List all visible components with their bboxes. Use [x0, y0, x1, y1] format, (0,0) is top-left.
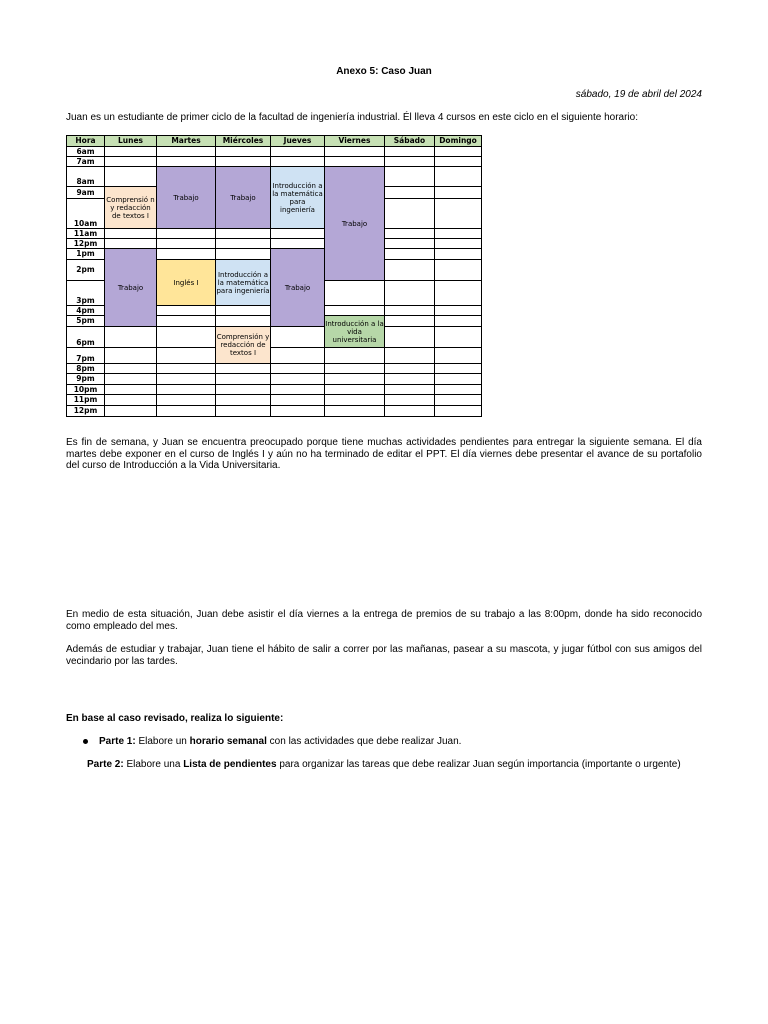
hour-label: 7pm — [66, 347, 105, 364]
empty-cell — [384, 259, 435, 281]
empty-cell — [434, 405, 482, 417]
empty-cell — [434, 326, 482, 348]
empty-cell — [156, 326, 216, 348]
hour-label: 8am — [66, 166, 105, 187]
empty-cell — [384, 347, 435, 364]
parte1-bold: horario semanal — [189, 736, 267, 747]
header-viernes: Viernes — [324, 135, 385, 147]
bullet-icon — [83, 739, 88, 744]
empty-cell — [156, 347, 216, 364]
instructions-heading: En base al caso revisado, realiza lo siguiente: — [66, 713, 284, 724]
document-title: Anexo 5: Caso Juan — [336, 66, 432, 77]
block-lunes-comp: Comprensió n y redacción de textos I — [104, 186, 157, 229]
empty-cell — [104, 326, 157, 348]
parte1-post: con las actividades que debe realizar Juan. — [269, 736, 462, 747]
empty-cell — [270, 405, 325, 417]
empty-cell — [104, 405, 157, 417]
empty-cell — [104, 166, 157, 187]
block-miercoles-comp: Comprensión y redacción de textos I — [215, 326, 271, 364]
empty-cell — [434, 280, 482, 306]
empty-cell — [270, 347, 325, 364]
hour-label: 9pm — [66, 373, 105, 385]
intro-paragraph: Juan es un estudiante de primer ciclo de la facultad de ingeniería industrial. Él lleva 4 cursos en este ciclo en el siguiente horario: — [66, 112, 638, 123]
schedule-table — [0, 0, 768, 420]
block-viernes-vida: Introducción a la vida universitaria — [324, 315, 385, 348]
header-jueves: Jueves — [270, 135, 325, 147]
block-jueves-intro: Introducción a la matemática para ingeniería — [270, 166, 325, 229]
hour-label: 4pm — [66, 305, 105, 316]
empty-cell — [384, 405, 435, 417]
hour-label: 12pm — [66, 238, 105, 249]
header-sabado: Sábado — [384, 135, 435, 147]
header-miercoles: Miércoles — [215, 135, 271, 147]
parte1-label: Parte 1: — [99, 736, 136, 747]
hour-label: 1pm — [66, 248, 105, 260]
empty-cell — [104, 347, 157, 364]
block-miercoles-trabajo: Trabajo — [215, 166, 271, 229]
hour-label: 11pm — [66, 394, 105, 406]
hour-label: 9am — [66, 186, 105, 199]
empty-cell — [324, 347, 385, 364]
empty-cell — [384, 198, 435, 229]
header-martes: Martes — [156, 135, 216, 147]
empty-cell — [434, 347, 482, 364]
paragraph-weekend: Es fin de semana, y Juan se encuentra preocupado porque tiene muchas actividades pendientes para entregar la siguiente semana. El día martes debe exponer en el curso de Inglés I y aún no ha terminado de editar el PPT. El día viernes debe presentar el avance de su portafolio del curso de Introducción a la Vida Universitaria. — [66, 437, 702, 471]
block-martes-trabajo: Trabajo — [156, 166, 216, 229]
empty-cell — [384, 166, 435, 187]
header-domingo: Domingo — [434, 135, 482, 147]
empty-cell — [434, 259, 482, 281]
parte2-post: para organizar las tareas que debe realizar Juan según importancia (importante o urgente) — [279, 759, 681, 770]
document-date: sábado, 19 de abril del 2024 — [575, 89, 702, 100]
hour-label: 6am — [66, 146, 105, 157]
empty-cell — [324, 280, 385, 306]
hour-label: 5pm — [66, 315, 105, 327]
hour-label: 8pm — [66, 363, 105, 374]
parte2-pre: Elabore una — [126, 759, 181, 770]
header-lunes: Lunes — [104, 135, 157, 147]
empty-cell — [270, 326, 325, 348]
empty-cell — [384, 280, 435, 306]
empty-cell — [156, 405, 216, 417]
hour-label: 11am — [66, 228, 105, 239]
block-jueves-trabajo: Trabajo — [270, 248, 325, 327]
block-martes-ingles: Inglés I — [156, 259, 216, 306]
hour-label: 10am — [66, 198, 105, 229]
empty-cell — [215, 405, 271, 417]
hour-label: 6pm — [66, 326, 105, 348]
parte2-label: Parte 2: — [87, 759, 124, 770]
block-lunes-trabajo: Trabajo — [104, 248, 157, 327]
empty-cell — [434, 198, 482, 229]
empty-cell — [434, 166, 482, 187]
hour-label: 3pm — [66, 280, 105, 306]
task-parte-2 — [87, 759, 681, 770]
hour-label: 7am — [66, 156, 105, 167]
block-miercoles-intro: Introducción a la matemática para ingeniería — [215, 259, 271, 306]
header-hora: Hora — [66, 135, 105, 147]
parte1-pre: Elabore un — [138, 736, 187, 747]
empty-cell — [384, 326, 435, 348]
parte2-bold: Lista de pendientes — [183, 759, 277, 770]
paragraph-habits: Además de estudiar y trabajar, Juan tiene el hábito de salir a correr por las mañanas, pasear a su mascota, y jugar fútbol con sus amigos del vecindario por las tardes. — [66, 644, 702, 667]
block-viernes-trabajo: Trabajo — [324, 166, 385, 281]
paragraph-award: En medio de esta situación, Juan debe asistir el día viernes a la entrega de premios de su trabajo a las 8:00pm, donde ha sido reconocido como empleado del mes. — [66, 609, 702, 632]
hour-label: 10pm — [66, 384, 105, 395]
hour-label: 2pm — [66, 259, 105, 281]
hour-label: 12pm — [66, 405, 105, 417]
empty-cell — [324, 405, 385, 417]
